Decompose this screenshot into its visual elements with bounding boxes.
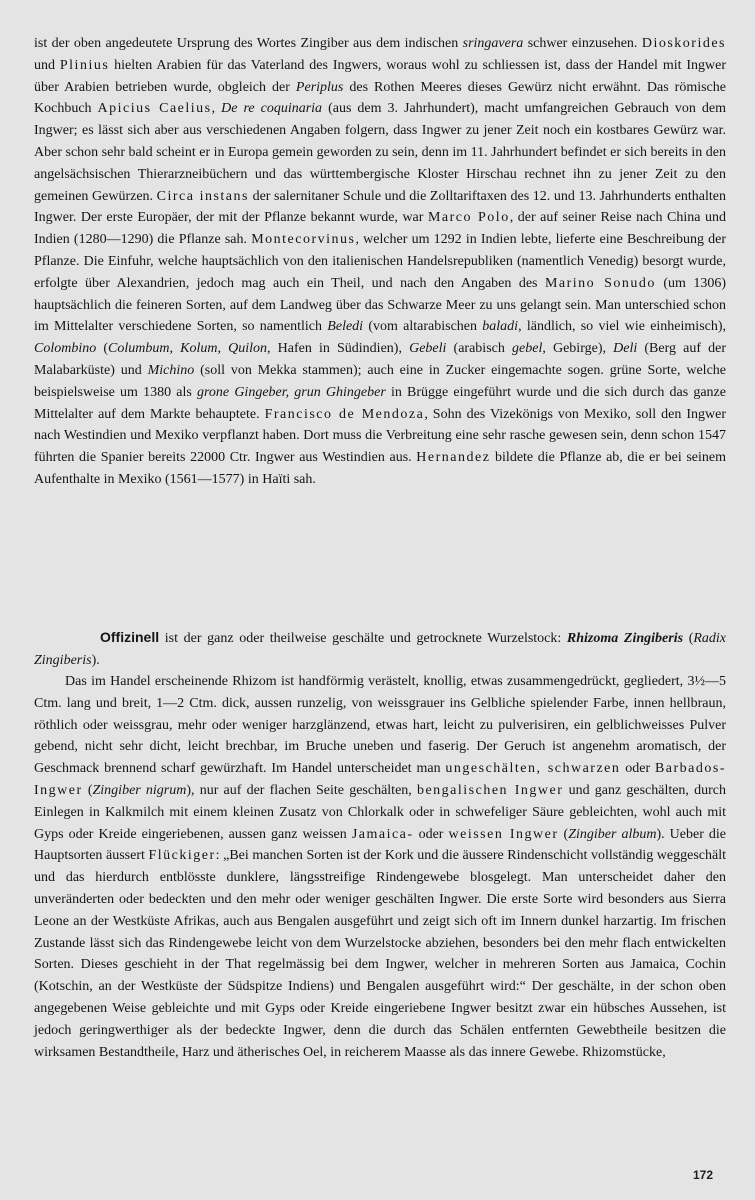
description-paragraph: Das im Handel erscheinende Rhizom ist handförmig verästelt, knollig, etwas zusammengedrückt, gegliedert, 3½—5 Ctm. lang und breit, 1—2 Ctm. dick, aussen runzelig, von weissgrauer ins Gelbliche spielender Farbe, innen hellbraun, röthlich oder weissgrau, mehr oder weniger harzglänzend, etwas hart, leicht zu pulverisiren, ein gelblichweisses Pulver gebend, nicht sehr dicht, leicht brechbar, im Bruche uneben und faserig. Der Geruch ist angenehm aromatisch, der Geschmack brennend scharf gewürzhaft. Im Handel unterscheidet man ungeschälten, schwarzen oder Barbados-Ingwer (Zingiber nigrum), nur auf der flachen Seite geschälten, bengalischen Ingwer und ganz geschälten, durch Einlegen in Kalkmilch mit einem kleinen Zusatz von Chlorkalk oder in schwefeliger Säure gebleichten, wohl auch mit Gyps oder Kreide eingeriebenen, aussen ganz weissen Jamaica- oder weissen Ingwer (Zingiber album). Ueber die Hauptsorten äussert Flückiger: „Bei manchen Sorten ist der Kork und die äussere Rindenschicht vollständig weggeschält und das hierdurch entblösste dunklere, längsstreifige Rindengewebe blosgelegt. Man unterscheidet daher den unveränderten oder bedeckten und den mehr oder weniger geschälten Ingwer. Die erste Sorte wird besonders aus Sierra Leone an der Westküste Afrikas, auch aus Bengalen ausgeführt und zeigt sich oft im Innern dunkel harzartig. Im frischen Zustande lässt sich das Rindengewebe leicht von dem Wurzelstocke abziehen, besonders bei den mehr flach entwickelten Sorten. Dieses geschieht in der That regelmässig bei dem Ingwer, welcher in mehreren Sorten aus Jamaica, Cochin (Kotschin, an der Westküste der Südspitze Indiens) und Bengalen ausgeführt wird:“ Der geschälte, in der schon oben angegebenen Weise gebleichte und mit Gyps oder Kreide eingeriebene Ingwer besitzt zwar ein hübsches Aussehen, ist jedoch geringwerthiger als der bedeckte Ingwer, denn die durch das Schälen entfernten Gewebtheile besitzen die wirksamen Bestandtheile, Harz und ätherisches Oel, in reicherem Maasse als das innere Gewebe. Rhizomstücke, [34,674,726,1060]
history-paragraph: ist der oben angedeutete Ursprung des Wortes Zingiber aus dem indischen sringavera schwer einzusehen. Dioskorides und Plinius hielten Arabien für das Vaterland des Ingwers, woraus wohl zu schliessen ist, dass der Handel mit Ingwer über Arabien betrieben wurde, obgleich der Periplus des Rothen Meeres dieses Gewürz nicht erwähnt. Das römische Kochbuch Apicius Caelius, De re coquinaria (aus dem 3. Jahrhundert), macht umfangreichen Gebrauch von dem Ingwer; es lässt sich aber aus verschiedenen Angaben folgern, dass Ingwer zu jener Zeit noch ein kostbares Gewürz war. Aber schon sehr bald scheint er in Europa gemein geworden zu sein, denn im 11. Jahrhundert befindet er sich bereits in den angelsächsischen Thierarzneibüchern und das württembergische Kloster Hirschau rechnet ihn zu jener Zeit zu den gemeinen Gewürzen. Circa instans der salernitaner Schule und die Zolltariftaxen des 12. und 13. Jahrhunderts enthalten Ingwer. Der erste Europäer, der mit der Pflanze bekannt wurde, war Marco Polo, der auf seiner Reise nach China und Indien (1280—1290) die Pflanze sah. Montecorvinus, welcher um 1292 in Indien lebte, lieferte eine Beschreibung der Pflanze. Die Einfuhr, welche hauptsächlich von den italienischen Handelsrepubliken (namentlich Venedig) besorgt wurde, erfolgte über Alexandrien, jedoch mag auch ein Theil, und nach den Angaben des Marino Sonudo (um 1306) hauptsächlich die feineren Sorten, auf dem Landweg über das Schwarze Meer zu uns gelangt sein. Man unterschied schon im Mittelalter verschiedene Sorten, so namentlich Beledi (vom altarabischen baladi, ländlich, so viel wie einheimisch), Colombino (Columbum, Kolum, Quilon, Hafen in Südindien), Gebeli (arabisch gebel, Gebirge), Deli (Berg auf der Malabarküste) und Michino (soll von Mekka stammen); auch eine in Zucker eingemachte sogen. grüne Sorte, welche beispielsweise um 1380 als grone Gingeber, grun Ghingeber in Brügge eingeführt wurde und die sich durch das ganze Mittelalter auf dem Markte behauptete. Francisco de Mendoza, Sohn des Vizekönigs von Mexiko, soll den Ingwer nach Westindien und Mexiko verpflanzt haben. Dort muss die Verbreitung eine sehr rasche gewesen sein, denn schon 1547 führten die Spanier bereits 22000 Ctr. Ingwer aus Westindien aus. Hernandez bildete die Pflanze ab, die er bei seinem Aufenthalte in Mexiko (1561—1577) in Haïti sah. [34,36,727,487]
section-heading: Offizinell [100,629,160,645]
page-number: 172 [692,1168,713,1182]
offizinell-paragraph: Offizinell ist der ganz oder theilweise geschälte und getrocknete Wurzelstock: Rhizoma Zingiberis (Radix Zingiberis). [34,629,727,668]
